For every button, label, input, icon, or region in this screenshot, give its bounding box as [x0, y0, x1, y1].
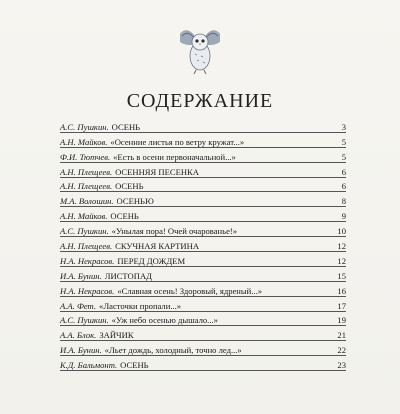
toc-work-title: «Льет дождь, холодный, точно лед...»	[104, 345, 242, 356]
toc-author: И.А. Бунин.	[60, 345, 102, 356]
toc-entry	[60, 163, 346, 178]
toc-work-title: СКУЧНАЯ КАРТИНА	[115, 241, 200, 252]
table-of-contents	[60, 118, 346, 371]
toc-entry	[60, 178, 346, 193]
toc-author: И.А. Бунин.	[60, 270, 102, 281]
toc-work-title: «Унылая пора! Очей очарованье!»	[111, 226, 238, 237]
toc-work-title: «Ласточки пропали...»	[99, 300, 182, 311]
toc-author: А.А. Фет.	[60, 300, 97, 311]
toc-entry	[60, 297, 346, 312]
toc-entry	[60, 252, 346, 267]
toc-entry	[60, 118, 346, 133]
toc-author: Н.А. Некрасов.	[60, 255, 115, 266]
toc-entry	[60, 148, 346, 163]
toc-page-number: 21	[337, 330, 346, 341]
toc-page-number: 12	[337, 241, 346, 252]
toc-author: А.С. Пушкин.	[60, 121, 109, 132]
toc-author: Н.А. Некрасов.	[60, 285, 115, 296]
toc-author: А.Н. Плещеев.	[60, 181, 113, 192]
toc-author: А.С. Пушкин.	[60, 315, 109, 326]
toc-work-title: «Есть в осени первоначальной...»	[113, 151, 236, 162]
toc-author: А.С. Пушкин.	[60, 226, 109, 237]
toc-work-title: ЛИСТОПАД	[104, 270, 153, 281]
toc-entry	[60, 192, 346, 207]
toc-author: К.Д. Бальмонт.	[60, 360, 118, 371]
toc-author: А.Н. Плещеев.	[60, 241, 113, 252]
toc-entry	[60, 267, 346, 282]
toc-entry	[60, 312, 346, 327]
toc-page-number: 8	[341, 196, 346, 207]
toc-entry	[60, 282, 346, 297]
toc-work-title: ПЕРЕД ДОЖДЕМ	[117, 255, 186, 266]
toc-work-title: ОСЕНЬ	[120, 360, 149, 371]
toc-author: А.А. Блок.	[60, 330, 97, 341]
toc-work-title: «Уж небо осенью дышало...»	[111, 315, 218, 326]
toc-page-number: 12	[337, 255, 346, 266]
toc-author: А.Н. Плещеев.	[60, 166, 113, 177]
toc-page-number: 23	[337, 360, 346, 371]
toc-entry	[60, 341, 346, 356]
toc-page-number: 9	[341, 211, 346, 222]
toc-page-number: 6	[341, 181, 346, 192]
toc-page-number: 22	[337, 345, 346, 356]
toc-work-title: ОСЕНЬЮ	[116, 196, 154, 207]
toc-author: А.Н. Майков.	[60, 211, 108, 222]
toc-work-title: ОСЕННЯЯ ПЕСЕНКА	[115, 166, 199, 177]
toc-author: Ф.И. Тютчев.	[60, 151, 111, 162]
toc-page-number: 5	[341, 136, 346, 147]
toc-page-number: 16	[337, 285, 346, 296]
toc-entry	[60, 237, 346, 252]
toc-work-title: «Славная осень! Здоровый, ядреный...»	[117, 285, 263, 296]
toc-page-number: 5	[341, 151, 346, 162]
toc-entry	[60, 326, 346, 341]
toc-entry	[60, 356, 346, 371]
toc-entry	[60, 207, 346, 222]
page-title: СОДЕРЖАНИЕ	[126, 90, 274, 112]
toc-author: А.Н. Майков.	[60, 136, 108, 147]
toc-entry	[60, 133, 346, 148]
toc-work-title: ОСЕНЬ	[110, 211, 139, 222]
toc-author: М.А. Волошин.	[60, 196, 114, 207]
toc-page-number: 6	[341, 166, 346, 177]
toc-page-number: 15	[337, 270, 346, 281]
toc-work-title: ОСЕНЬ	[115, 181, 144, 192]
toc-entry	[60, 222, 346, 237]
toc-page-number: 3	[341, 121, 346, 132]
toc-work-title: ЗАЙЧИК	[99, 330, 134, 341]
toc-work-title: ОСЕНЬ	[111, 121, 141, 132]
toc-page-number: 17	[337, 300, 346, 311]
toc-page-number: 10	[337, 226, 346, 237]
toc-page-number: 19	[337, 315, 346, 326]
owl-illustration-icon	[176, 18, 224, 80]
toc-work-title: «Осенние листья по ветру кружат...»	[110, 136, 245, 147]
